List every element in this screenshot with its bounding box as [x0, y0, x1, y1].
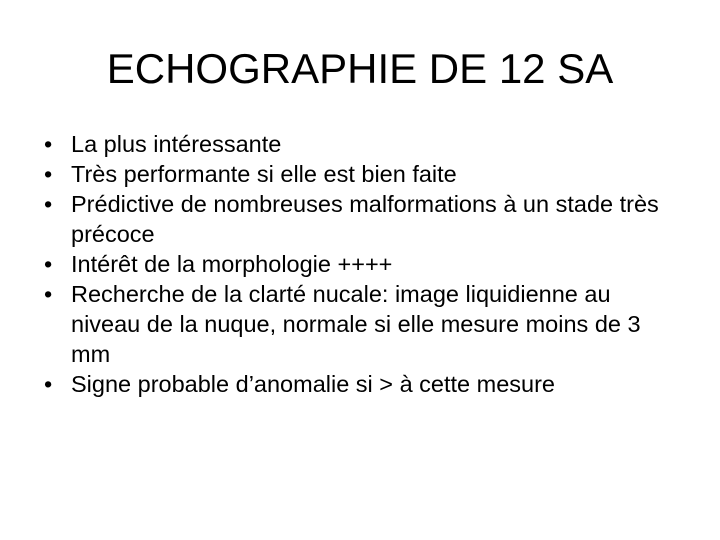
bullet-list [44, 129, 684, 399]
bullet-icon: • [44, 131, 53, 157]
bullet-text: La plus intéressante [71, 131, 282, 157]
bullet-icon: • [44, 281, 53, 307]
bullet-text: Prédictive de nombreuses malformations à un stade très précoce [71, 191, 659, 247]
bullet-text: Intérêt de la morphologie ++++ [71, 251, 393, 277]
bullet-icon: • [44, 251, 53, 277]
bullet-text: Recherche de la clarté nucale: image liquidienne au niveau de la nuque, normale si elle mesure moins de 3 mm [71, 281, 641, 367]
bullet-icon: • [44, 191, 53, 217]
bullet-text: Très performante si elle est bien faite [71, 161, 457, 187]
bullet-icon: • [44, 161, 53, 187]
list-item [44, 369, 684, 399]
list-item [44, 159, 684, 189]
list-item [44, 279, 684, 369]
list-item [44, 129, 684, 159]
bullet-text: Signe probable d’anomalie si > à cette mesure [71, 371, 555, 397]
bullet-icon: • [44, 371, 53, 397]
slide-title: ECHOGRAPHIE DE 12 SA [106, 45, 614, 92]
list-item [44, 249, 684, 279]
list-item [44, 189, 684, 249]
